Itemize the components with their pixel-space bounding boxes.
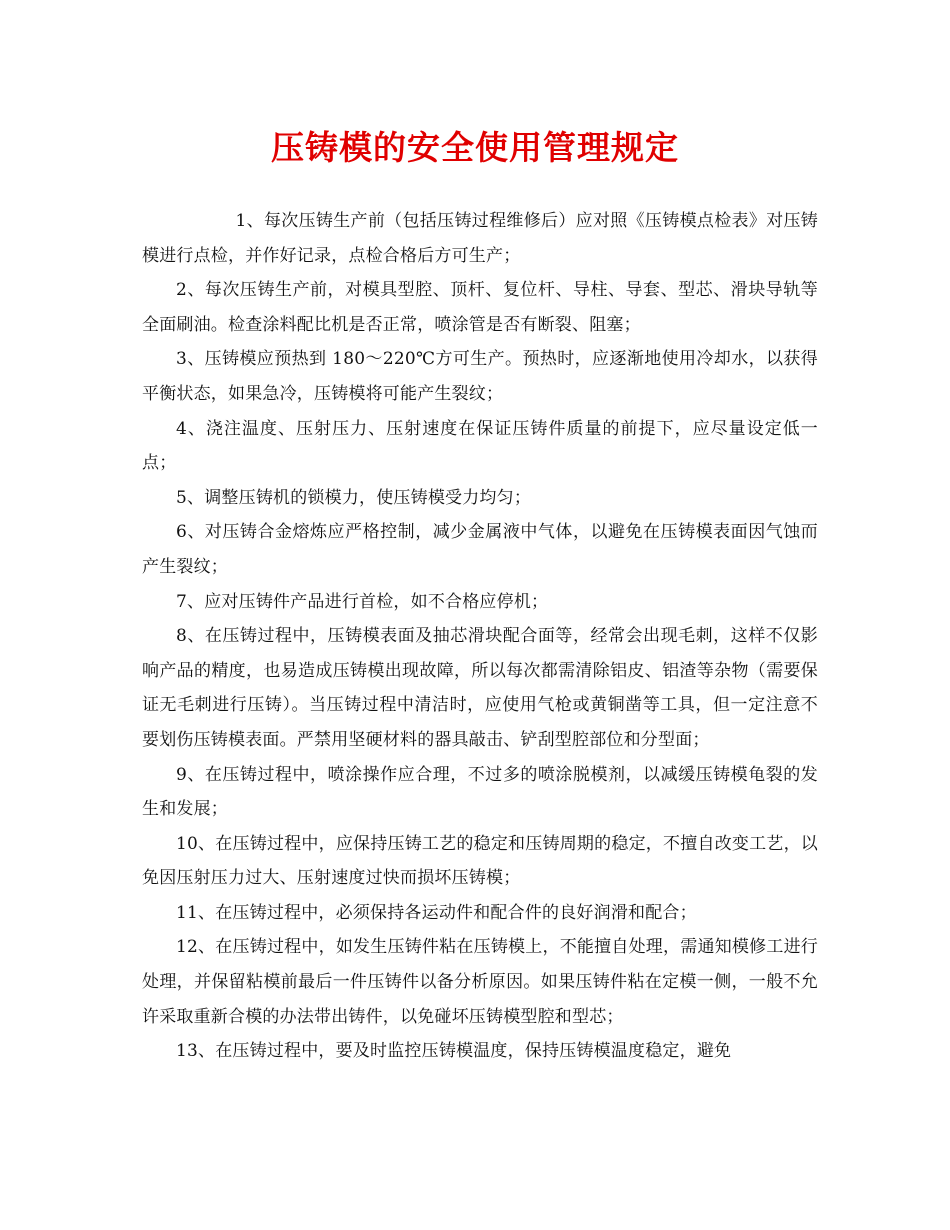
page-title: 压铸模的安全使用管理规定 [271,128,679,167]
paragraph-9: 9、在压铸过程中，喷涂操作应合理，不过多的喷涂脱模剂，以减缓压铸模龟裂的发生和发展； [142,764,818,820]
paragraph-5: 5、调整压铸机的锁模力，使压铸模受力均匀； [176,487,532,508]
paragraph-8: 8、在压铸过程中，压铸模表面及抽芯滑块配合面等，经常会出现毛刺，这样不仅影响产品的精度，也易造成压铸模出现故障，所以每次都需清除铝皮、铝渣等杂物（需要保证无毛刺进行压铸）。当压铸过程中清洁时，应使用气枪或黄铜凿等工具，但一定注意不要划伤压铸模表面。严禁用坚硬材料的器具敲击、铲刮型腔部位和分型面； [142,626,818,750]
paragraph-6: 6、对压铸合金熔炼应严格控制，减少金属液中气体，以避免在压铸模表面因气蚀而产生裂纹； [142,522,818,577]
paragraph-3: 3、压铸模应预热到 180～220℃方可生产。预热时，应逐渐地使用冷却水，以获得平衡状态，如果急冷，压铸模将可能产生裂纹； [142,349,818,404]
paragraph-1: 1、每次压铸生产前（包括压铸过程维修后）应对照《压铸模点检表》对压铸模进行点检，并作好记录，点检合格后方可生产； [142,211,818,266]
paragraph-12: 12、在压铸过程中，如发生压铸件粘在压铸模上，不能擅自处理，需通知模修工进行处理，并保留粘模前最后一件压铸件以备分析原因。如果压铸件粘在定模一侧，一般不允许采取重新合模的办法带出铸件，以免碰坏压铸模型腔和型芯； [142,937,818,1027]
paragraph-7: 7、应对压铸件产品进行首检，如不合格应停机； [176,591,549,612]
paragraph-4: 4、浇注温度、压射压力、压射速度在保证压铸件质量的前提下，应尽量设定低一点； [142,418,818,474]
paragraph-2: 2、每次压铸生产前，对模具型腔、顶杆、复位杆、导柱、导套、型芯、滑块导轨等全面刷油。检查涂料配比机是否正常，喷涂管是否有断裂、阻塞； [142,280,818,335]
paragraph-11: 11、在压铸过程中，必须保持各运动件和配合件的良好润滑和配合； [176,902,697,923]
paragraph-13: 13、在压铸过程中，要及时监控压铸模温度，保持压铸模温度稳定，避免 [176,1041,732,1062]
paragraph-10: 10、在压铸过程中，应保持压铸工艺的稳定和压铸周期的稳定，不擅自改变工艺，以免因压射压力过大、压射速度过快而损坏压铸模； [142,833,818,889]
document-body [142,204,818,1069]
